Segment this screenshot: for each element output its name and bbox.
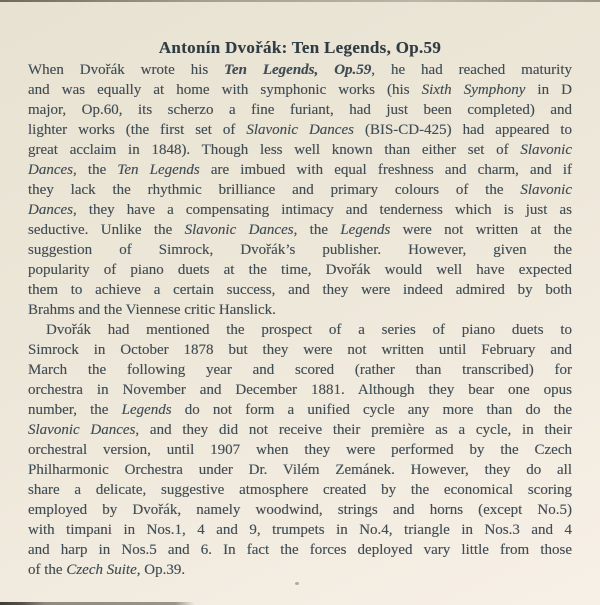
text-segment: orchestral version, until 1907 when they were performed by the Czech (28, 442, 572, 458)
text-line (28, 500, 572, 520)
scan-artifact-top-edge (0, 0, 600, 2)
text-line (28, 540, 572, 560)
text-segment: Sixth Symphony (421, 82, 526, 98)
text-segment: great acclaim in 1848). Though less well known than either set of (28, 142, 521, 158)
text-segment: Philharmonic Orchestra under Dr. Vilém Zemánek. However, they do all (28, 462, 572, 478)
text-segment: suggestion of Simrock, Dvořák’s publisher. However, given the (28, 242, 572, 258)
text-segment: , they have a compensating intimacy and tenderness which is just as (73, 202, 572, 218)
text-segment: Dances (28, 202, 73, 218)
text-segment: Slavonic Dances (184, 222, 294, 238)
text-segment: (BIS-CD-425) had appeared to (353, 122, 572, 138)
text-line (28, 240, 572, 260)
text-segment: do not form a unified cycle any more than do the (171, 402, 573, 418)
text-segment: Ten Legends, Op.59 (224, 62, 372, 78)
text-segment: Ten Legends (117, 162, 200, 178)
text-segment: Brahms and the Viennese critic Hanslick. (28, 302, 276, 318)
text-segment: Legends (121, 402, 172, 418)
text-segment: Slavonic (520, 182, 572, 198)
text-segment: they lack the rhythmic brilliance and primary colours of the (28, 182, 521, 198)
text-line (28, 300, 572, 320)
text-segment: major, Op.60, its scherzo a fine furiant, had just been completed) and (28, 102, 572, 118)
text-segment: and was equally at home with symphonic works (his (28, 82, 422, 98)
text-block (28, 60, 572, 580)
text-segment: orchestra in November and December 1881. Although they bear one opus (28, 382, 572, 398)
text-line (28, 80, 572, 100)
text-segment: When Dvořák wrote his (28, 62, 225, 78)
text-segment: popularity of piano duets at the time, Dvořák would well have expected (28, 262, 572, 278)
text-line (28, 380, 572, 400)
text-line (28, 140, 572, 160)
text-line (28, 360, 572, 380)
text-line (28, 260, 572, 280)
text-segment: Dvořák had mentioned the prospect of a series of piano duets to (46, 322, 572, 338)
text-segment: and harp in Nos.5 and 6. In fact the forces deployed vary little from those (28, 542, 572, 558)
text-line (28, 340, 572, 360)
text-segment: , the (293, 222, 341, 238)
text-segment: Slavonic Dances (28, 422, 136, 438)
text-line (28, 180, 572, 200)
text-segment: , the (73, 162, 118, 178)
text-segment: were not written at the (390, 222, 572, 238)
text-line (28, 520, 572, 540)
text-segment: number, the (28, 402, 122, 418)
text-line (28, 420, 572, 440)
text-segment: , Op.39. (136, 562, 186, 578)
text-line (28, 320, 572, 340)
scan-artifact-speck (295, 582, 299, 585)
text-segment: March the following year and scored (rather than transcribed) for (28, 362, 572, 378)
text-line (28, 460, 572, 480)
page-title: Antonín Dvořák: Ten Legends, Op.59 (158, 38, 442, 57)
text-line (28, 280, 572, 300)
text-segment: Czech Suite (66, 562, 137, 578)
text-line (28, 60, 572, 80)
text-line (28, 200, 572, 220)
text-column (28, 36, 572, 580)
text-segment: , and they did not receive their première as a cycle, in their (135, 422, 572, 438)
text-segment: , he had reached maturity (371, 62, 572, 78)
text-segment: are imbued with equal freshness and charm, and if (199, 162, 573, 178)
text-line (28, 480, 572, 500)
text-segment: Dances (28, 162, 73, 178)
text-line (28, 160, 572, 180)
text-segment: Simrock in October 1878 but they were not written until February and (28, 342, 572, 358)
text-segment: seductive. Unlike the (28, 222, 185, 238)
text-line (28, 400, 572, 420)
text-segment: them to achieve a certain success, and they were indeed admired by both (28, 282, 572, 298)
text-line (28, 440, 572, 460)
text-segment: share a delicate, suggestive atmosphere created by the economical scoring (28, 482, 572, 498)
text-segment: Slavonic Dances (246, 122, 354, 138)
text-segment: Legends (340, 222, 391, 238)
text-line (28, 560, 572, 580)
text-segment: with timpani in Nos.1, 4 and 9, trumpets in No.4, triangle in Nos.3 and 4 (28, 522, 572, 538)
text-segment: lighter works (the first set of (28, 122, 247, 138)
text-line (28, 220, 572, 240)
text-segment: of the (28, 562, 67, 578)
text-segment: in D (525, 82, 573, 98)
text-line (28, 120, 572, 140)
text-segment: employed by Dvořák, namely woodwind, strings and horns (except No.5) (28, 502, 572, 518)
text-segment: Slavonic (520, 142, 572, 158)
text-line (28, 100, 572, 120)
